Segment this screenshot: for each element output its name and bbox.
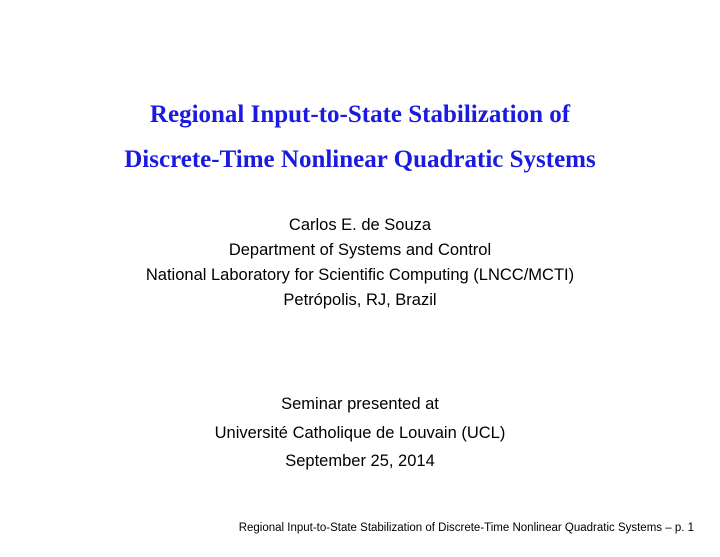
title-line-1: Regional Input-to-State Stabilization of (149, 101, 571, 128)
seminar-venue: Université Catholique de Louvain (UCL) (214, 424, 506, 442)
author-location: Petrópolis, RJ, Brazil (283, 291, 437, 309)
slide-footer: Regional Input-to-State Stabilization of Discrete-Time Nonlinear Quadratic Systems – p. 1 (238, 522, 694, 534)
author-name: Carlos E. de Souza (288, 216, 432, 234)
title-line-2: Discrete-Time Nonlinear Quadratic Systems (124, 146, 596, 173)
seminar-intro: Seminar presented at (281, 395, 439, 413)
seminar-date: September 25, 2014 (285, 452, 435, 470)
author-department: Department of Systems and Control (228, 241, 492, 259)
author-laboratory: National Laboratory for Scientific Computing (LNCC/MCTI) (145, 266, 575, 284)
